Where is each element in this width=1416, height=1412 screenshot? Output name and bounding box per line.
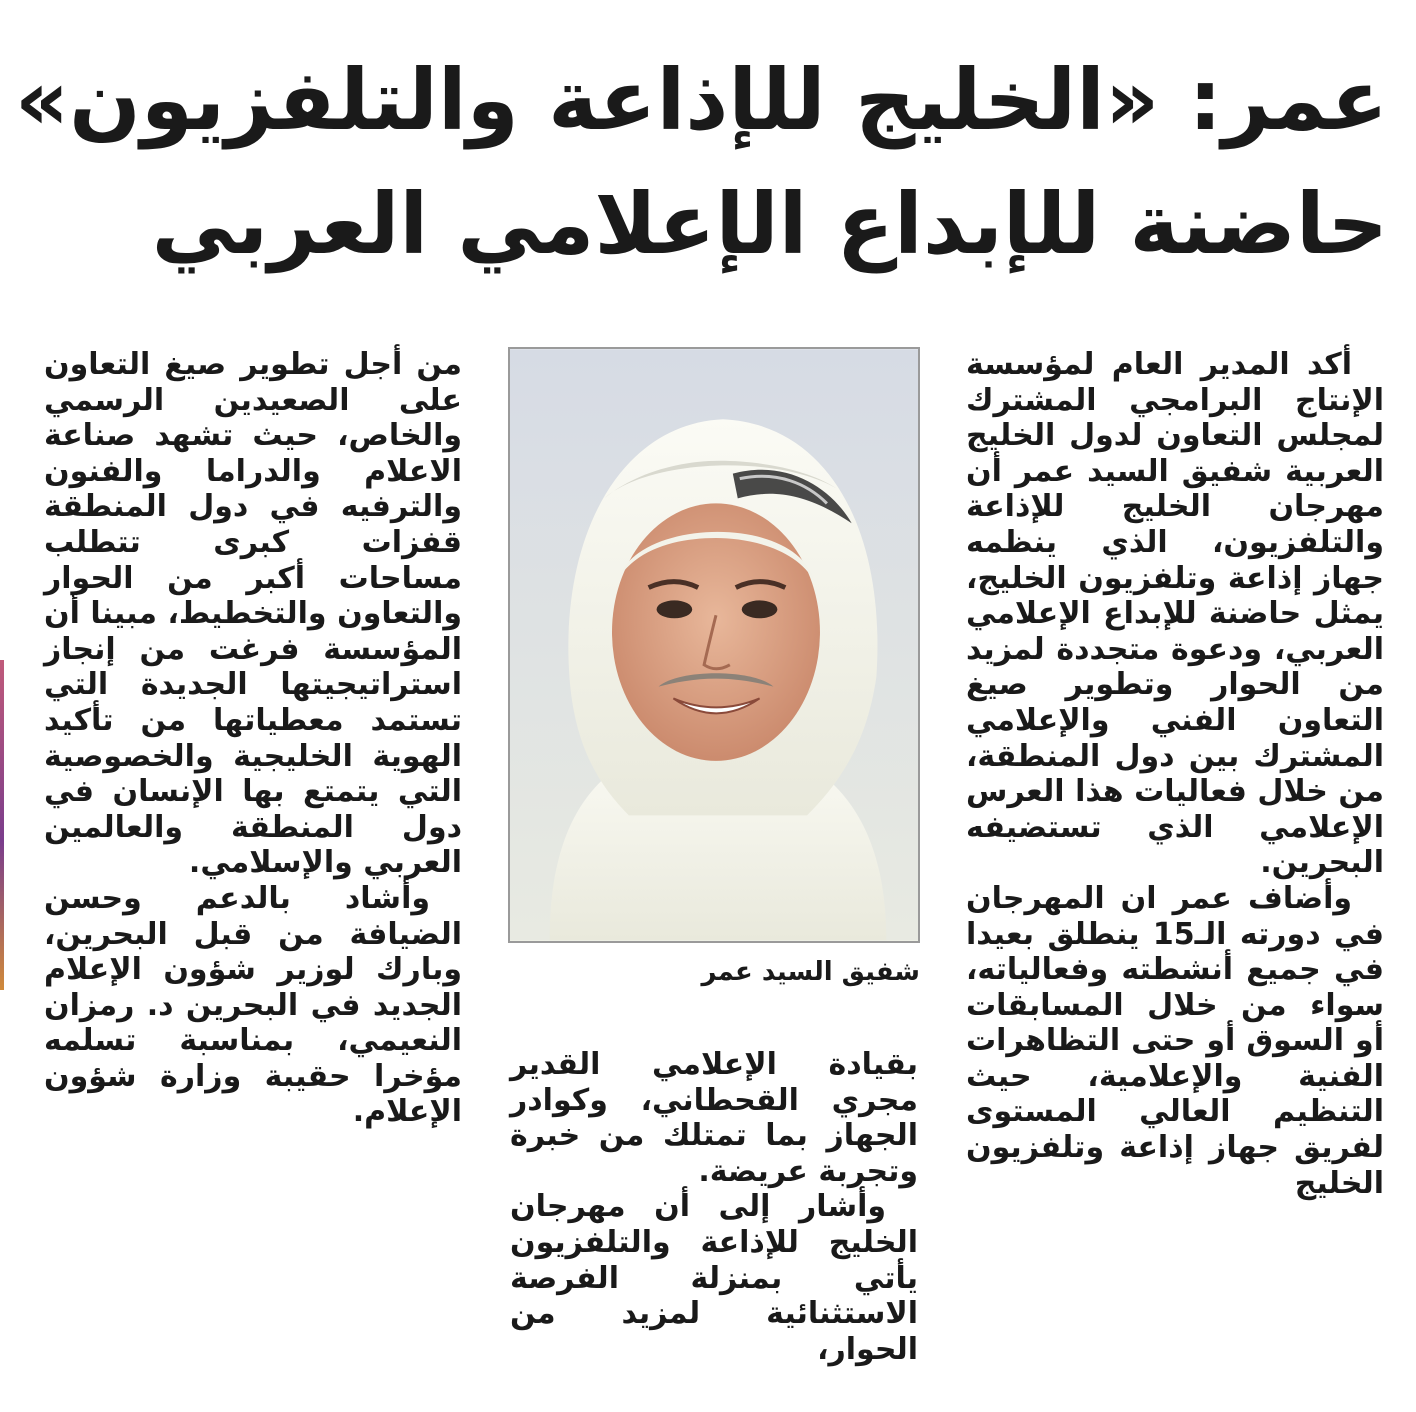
headline-line-1: عمر: «الخليج للإذاعة والتلفزيون» [14,51,1388,149]
portrait-photo [508,347,920,943]
portrait-illustration [510,349,918,941]
article-paragraph: وأشار إلى أن مهرجان الخليج للإذاعة والتلفزيون يأتي بمنزلة الفرصة الاستثنائية لمزيد من الحوار، [510,1189,918,1367]
page-edge-color-strip [0,660,4,990]
article-column-right [966,347,1384,1201]
headline-line-2: حاضنة للإبداع الإعلامي العربي [151,175,1388,273]
article-paragraph: وأشاد بالدعم وحسن الضيافة من قبل البحرين، وبارك لوزير شؤون الإعلام الجديد في البحرين د. رمزان النعيمي، بمناسبة تسلمه مؤخرا حقيبة وزارة شؤون الإعلام. [44,880,462,1130]
article-column-left [44,347,462,1130]
article-paragraph: من أجل تطوير صيغ التعاون على الصعيدين الرسمي والخاص، حيث تشهد صناعة الاعلام والدراما والفنون والترفيه في دول المنطقة قفزات كبرى تتطلب مساحات أكبر من الحوار والتعاون والتخطيط، مبينا أن المؤسسة فرغت من إنجاز استراتيجيتها الجديدة التي تستمد معطياتها من تأكيد الهوية الخليجية والخصوصية التي يتمتع بها الإنسان في دول المنطقة والعالمين العربي والإسلامي. [44,347,462,881]
article-paragraph: وأضاف عمر ان المهرجان في دورته الـ15 ينطلق بعيدا في جميع أنشطته وفعالياته، سواء من خلال المسابقات أو السوق أو حتى التظاهرات الفنية والإعلامية، حيث التنظيم العالي المستوى لفريق جهاز إذاعة وتلفزيون الخليج [966,880,1384,1201]
article-column-middle [510,1047,918,1367]
headline [14,38,1388,286]
photo-caption: شفيق السيد عمر [701,957,920,987]
article-paragraph: أكد المدير العام لمؤسسة الإنتاج البرامجي المشترك لمجلس التعاون لدول الخليج العربية شفيق السيد عمر أن مهرجان الخليج للإذاعة والتلفزيون، الذي ينظمه جهاز إذاعة وتلفزيون الخليج، يمثل حاضنة للإبداع الإعلامي العربي، ودعوة متجددة لمزيد من الحوار وتطوير صيغ التعاون الفني والإعلامي المشترك بين دول المنطقة، من خلال فعاليات هذا العرس الإعلامي الذي تستضيفه البحرين. [966,347,1384,881]
article-paragraph: بقيادة الإعلامي القدير مجري القحطاني، وكوادر الجهاز بما تمتلك من خبرة وتجربة عريضة. [510,1047,918,1189]
